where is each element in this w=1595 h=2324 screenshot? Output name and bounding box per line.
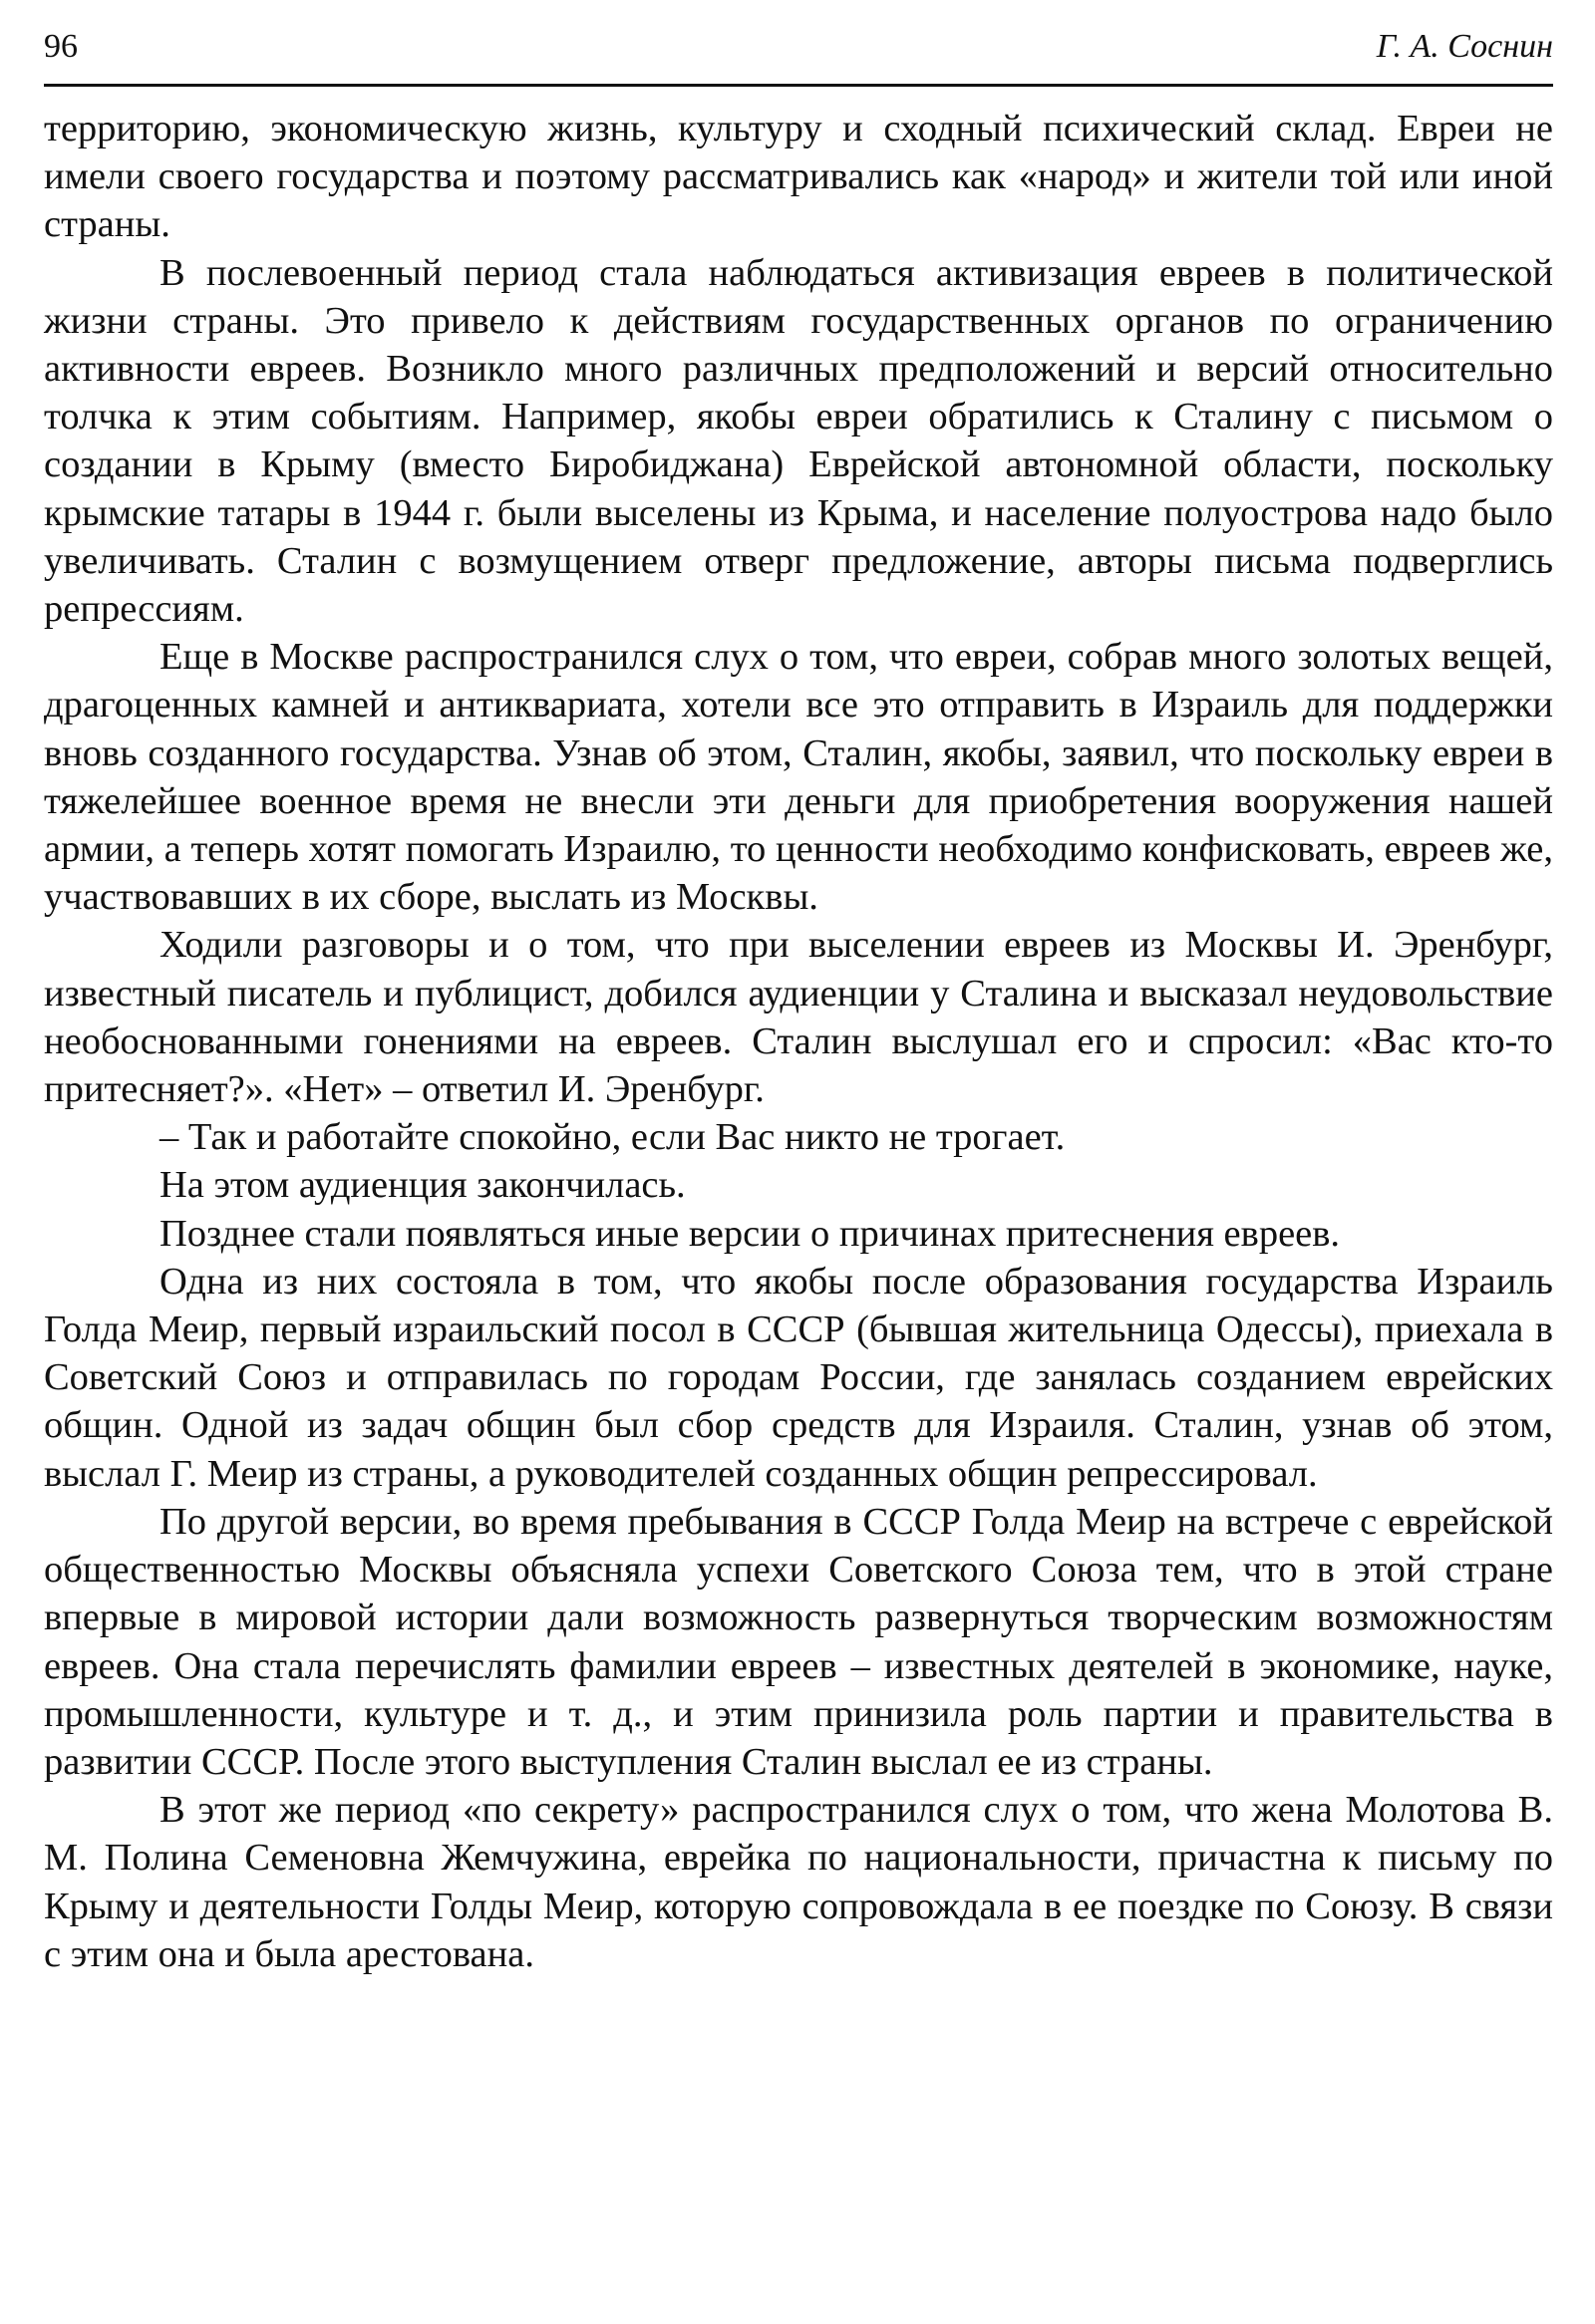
body-text (44, 105, 1553, 1978)
page-number: 96 (44, 28, 78, 65)
paragraph: Позднее стали появляться иные версии о причинах притеснения евреев. (160, 1212, 1341, 1255)
paragraph-continuation: территорию, экономическую жизнь, культуру и сходный психический склад. Евреи не имели своего государства и поэтому рассматривались как «народ» и жители той или иной страны. (44, 108, 1553, 246)
running-header-author: Г. А. Соснин (1376, 28, 1553, 65)
running-header (44, 26, 1553, 87)
paragraph: На этом аудиенция закончилась. (160, 1164, 686, 1207)
paragraph: Еще в Москве распространился слух о том, что евреи, собрав много золотых вещей, драгоценных камней и антиквариата, хотели все это отправить в Израиль для поддержки вновь созданного государства. Узнав об этом, Сталин, якобы, заявил, что поскольку евреи в тяжелейшее военное время не внесли эти деньги для приобретения вооружения нашей армии, а теперь хотят помогать Израилю, то ценности необходимо конфисковать, евреев же, участвовавших в их сборе, выслать из Москвы. (44, 636, 1553, 919)
book-page (44, 26, 1553, 2298)
paragraph: В послевоенный период стала наблюдаться активизация евреев в политической жизни страны. Это привело к действиям государственных органов по ограничению активности евреев. Возникло много различных предположений и версий относительно толчка к этим событиям. Например, якобы евреи обратились к Сталину с письмом о создании в Крыму (вместо Биробиджана) Еврейской автономной области, поскольку крымские татары в 1944 г. были выселены из Крыма, и население полуострова надо было увеличивать. Сталин с возмущением отверг предложение, авторы письма подверглись репрессиям. (44, 251, 1553, 631)
paragraph: Ходили разговоры и о том, что при выселении евреев из Москвы И. Эренбург, известный писатель и публицист, добился аудиенции у Сталина и высказал неудовольствие необоснованными гонениями на евреев. Сталин выслушал его и спросил: «Вас кто-то притесняет?». «Нет» – ответил И. Эренбург. (44, 924, 1553, 1111)
paragraph: Одна из них состояла в том, что якобы после образования государства Израиль Голда Меир, первый израильский посол в СССР (бывшая жительница Одессы), приехала в Советский Союз и отправилась по городам России, где занялась созданием еврейских общин. Одной из задач общин был сбор средств для Израиля. Сталин, узнав об этом, выслал Г. Меир из страны, а руководителей созданных общин репрессировал. (44, 1260, 1553, 1495)
paragraph: В этот же период «по секрету» распространился слух о том, что жена Молотова В. М. Полина Семеновна Жемчужина, еврейка по национальности, причастна к письму по Крыму и деятельности Голды Меир, которую сопровождала в ее поездке по Союзу. В связи с этим она и была арестована. (44, 1789, 1553, 1975)
dialogue-line: – Так и работайте спокойно, если Вас никто не трогает. (160, 1116, 1066, 1159)
paragraph: По другой версии, во время пребывания в СССР Голда Меир на встрече с еврейской общественностью Москвы объясняла успехи Советского Союза тем, что в этой стране впервые в мировой истории дали возможность развернуться творческим возможностям евреев. Она стала перечислять фамилии евреев – известных деятелей в экономике, науке, промышленности, культуре и т. д., и этим принизила роль партии и правительства в развитии СССР. После этого выступления Сталин выслал ее из страны. (44, 1500, 1553, 1783)
